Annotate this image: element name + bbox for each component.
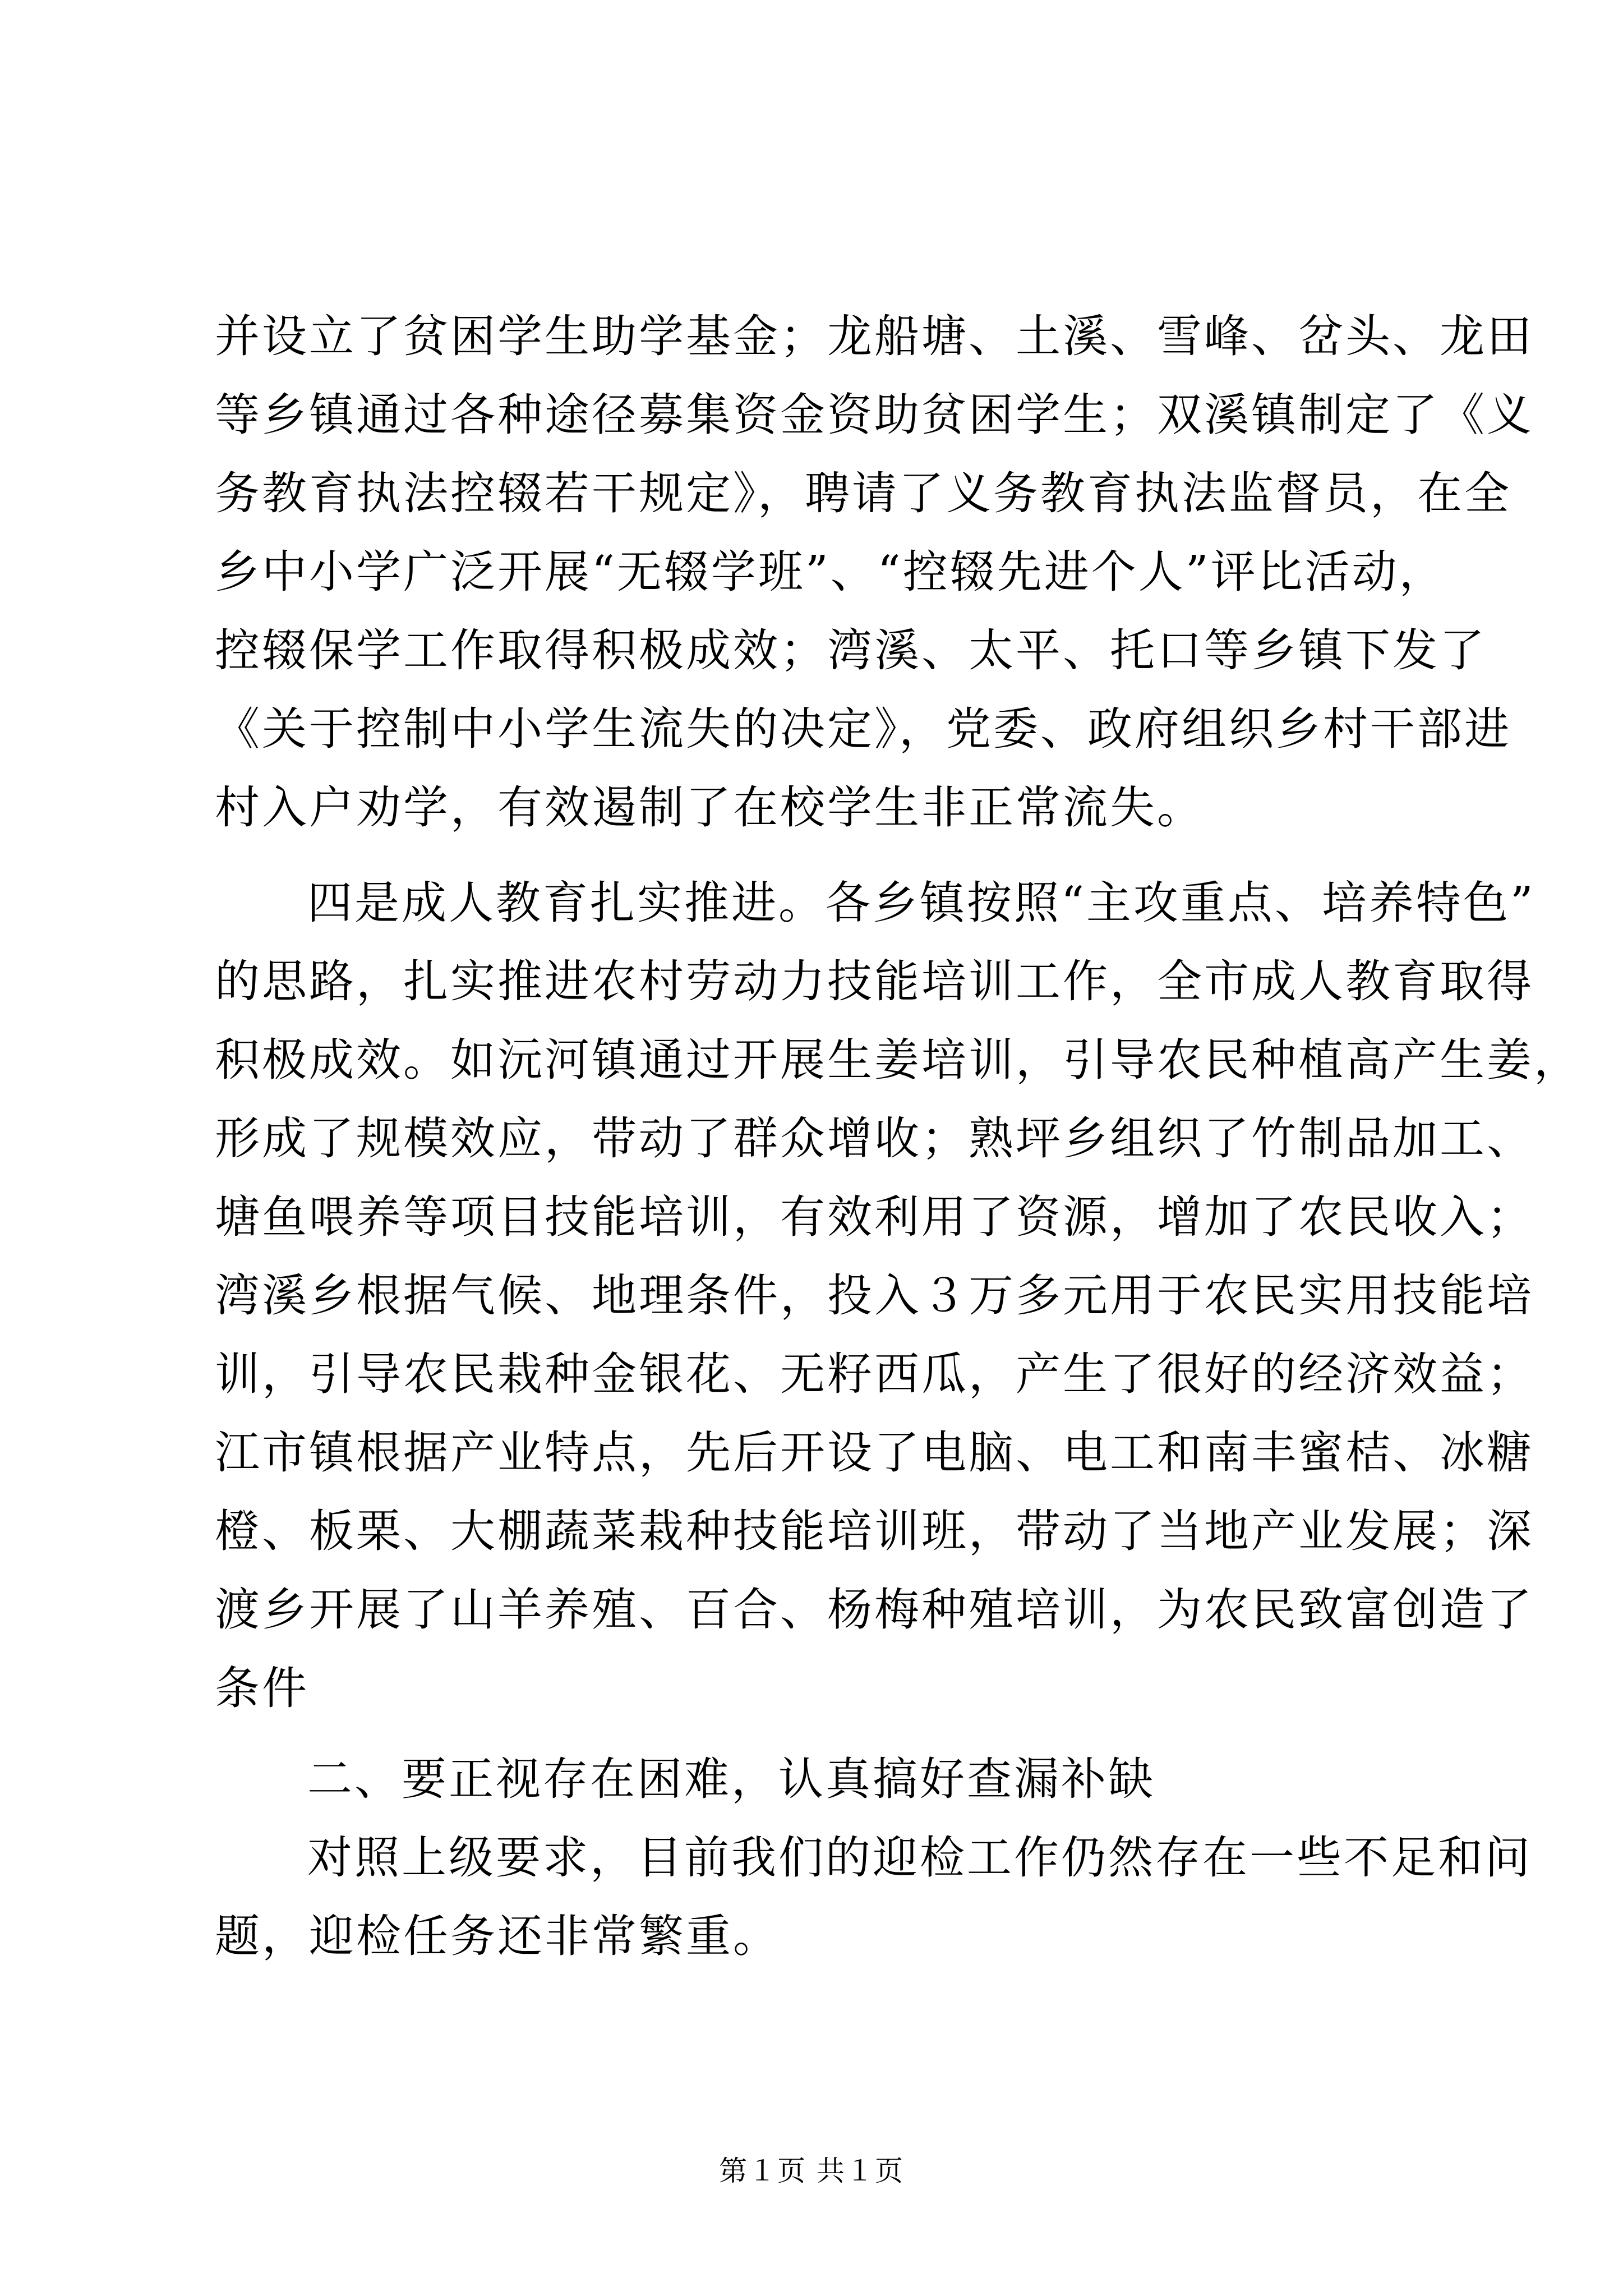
text-line: 的思路，扎实推进农村劳动力技能培训工作，全市成人教育取得 [215,955,1534,1007]
text-line: 对照上级要求，目前我们的迎检工作仍然存在一些不足和问 [307,1832,1532,1884]
text-line: 橙、板栗、大棚蔬菜栽种技能培训班，带动了当地产业发展；深 [215,1505,1534,1557]
text-line: 控辍保学工作取得积极成效；湾溪、太平、托口等乡镇下发了 [215,624,1487,677]
text-line: 积极成效。如沅河镇通过开展生姜培训，引导农民种植高产生姜， [215,1034,1581,1086]
text-line: 江市镇根据产业特点，先后开设了电脑、电工和南丰蜜桔、冰糖 [215,1427,1534,1479]
text-line: 等乡镇通过各种途径募集资金资助贫困学生；双溪镇制定了《义 [215,389,1534,441]
text-line: 塘鱼喂养等项目技能培训，有效利用了资源，增加了农民收入； [215,1191,1534,1243]
text-line: 乡中小学广泛开展“无辍学班”、“控辍先进个人”评比活动， [215,546,1446,598]
text-line: 务教育执法控辍若干规定》，聘请了义务教育执法监督员，在全 [215,467,1511,519]
text-line: 湾溪乡根据气候、地理条件，投入３万多元用于农民实用技能培 [215,1269,1534,1322]
text-line: 并设立了贫困学生助学基金；龙船塘、土溪、雪峰、岔头、龙田 [215,310,1534,362]
page-footer: 第１页 共１页 [719,2155,904,2187]
text-line: 《关于控制中小学生流失的决定》，党委、政府组织乡村干部进 [215,703,1511,755]
text-line: 村入户劝学，有效遏制了在校学生非正常流失。 [215,781,1204,834]
text-line: 渡乡开展了山羊养殖、百合、杨梅种殖培训，为农民致富创造了 [215,1584,1534,1636]
text-line: 训，引导农民栽种金银花、无籽西瓜，产生了很好的经济效益； [215,1348,1534,1400]
text-line: 题，迎检任务还非常繁重。 [215,1910,780,1962]
section-heading: 二、要正视存在困难，认真搞好查漏补缺 [307,1753,1155,1805]
text-line: 形成了规模效应，带动了群众增收；熟坪乡组织了竹制品加工、 [215,1112,1534,1165]
document-body [215,297,1581,1976]
text-line: 条件 [215,1662,309,1714]
text-line: 四是成人教育扎实推进。各乡镇按照“主攻重点、培养特色” [307,877,1536,929]
